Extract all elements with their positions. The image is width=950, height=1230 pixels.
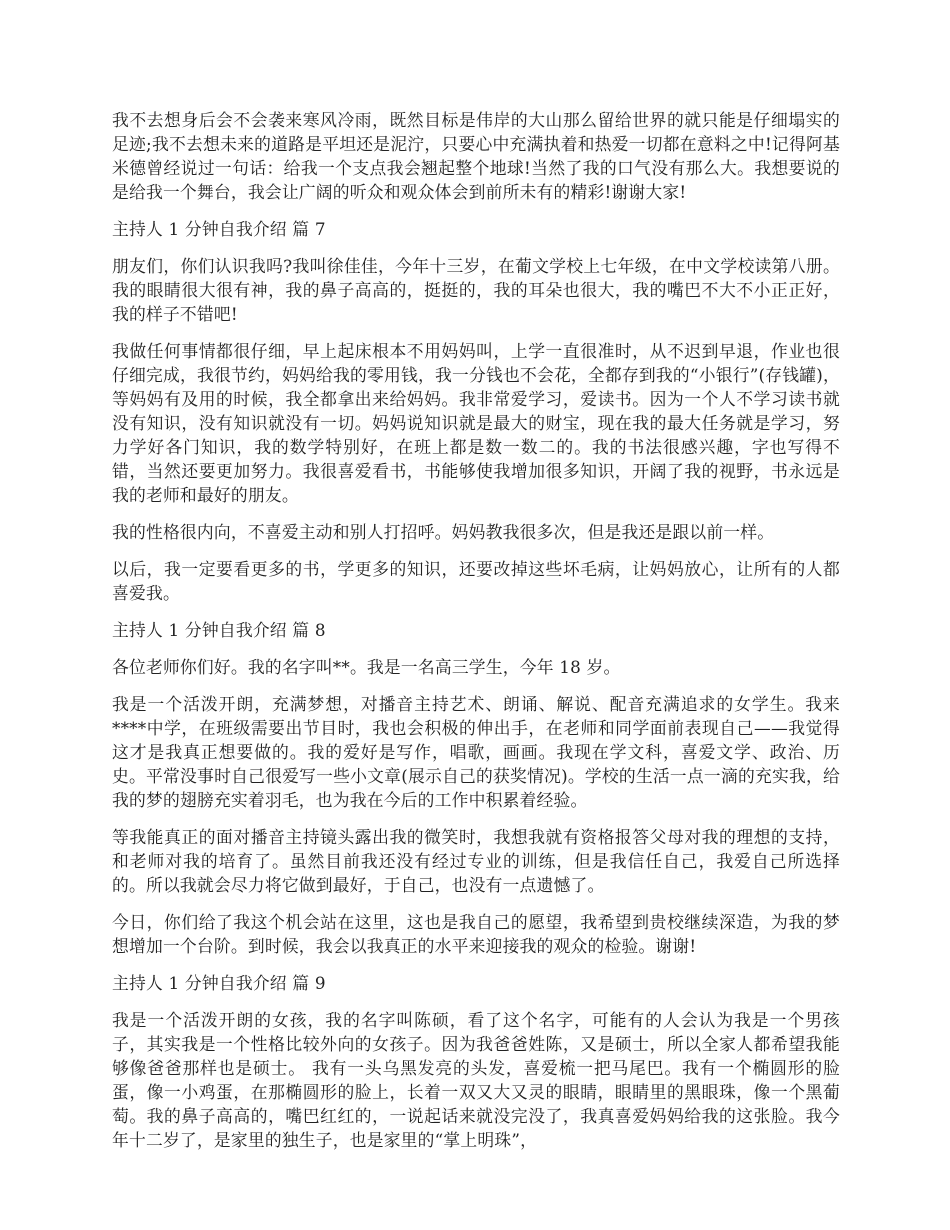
section-heading-7: 主持人 1 分钟自我介绍 篇 7 — [112, 219, 326, 239]
paragraph-closing-remarks: 我不去想身后会不会袭来寒风冷雨，既然目标是伟岸的大山那么留给世界的就只能是仔细塌实的足迹;我不去想未来的道路是平坦还是泥泞，只要心中充满执着和热爱一切都在意料之中!记得阿基米德曾经说过一句话：给我一个支点我会翘起整个地球!当然了我的口气没有那么大。我想要说的是给我一个舞台，我会让广阔的听众和观众体会到前所未有的精彩!谢谢大家! — [112, 110, 840, 202]
paragraph: 我是一个活泼开朗的女孩，我的名字叫陈硕，看了这个名字，可能有的人会认为我是一个男孩子，其实我是一个性格比较外向的女孩子。因为我爸爸姓陈，又是硕士，所以全家人都希望我能够像爸爸那样也是硕士。 我有一头乌黑发亮的头发，喜爱梳一把马尾巴。我有一个椭圆形的脸蛋，像一小鸡蛋，在那椭圆形的脸上，长着一双又大又灵的眼睛，眼睛里的黑眼珠，像一个黑葡萄。我的鼻子高高的，嘴巴红红的，一说起话来就没完没了，我真喜爱妈妈给我的这张脸。我今年十二岁了，是家里的独生子，也是家里的“掌上明珠”， — [112, 1010, 840, 1150]
paragraph: 今日，你们给了我这个机会站在这里，这也是我自己的愿望，我希望到贵校继续深造，为我的梦想增加一个台阶。到时候，我会以我真正的水平来迎接我的观众的检验。谢谢! — [112, 912, 840, 956]
paragraph: 朋友们，你们认识我吗?我叫徐佳佳，今年十三岁，在葡文学校上七年级，在中文学校读第八册。我的眼睛很大很有神，我的鼻子高高的，挺挺的，我的耳朵也很大，我的嘴巴不大不小正正好，我的样子不错吧! — [112, 256, 840, 324]
paragraph: 我做任何事情都很仔细，早上起床根本不用妈妈叫，上学一直很准时，从不迟到早退，作业也很仔细完成，我很节约，妈妈给我的零用钱，我一分钱也不会花，全都存到我的“小银行”(存钱罐)，等妈妈有及用的时候，我全都拿出来给妈妈。我非常爱学习，爱读书。因为一个人不学习读书就没有知识，没有知识就没有一切。妈妈说知识就是最大的财宝，现在我的最大任务就是学习，努力学好各门知识，我的数学特别好，在班上都是数一数二的。我的书法很感兴趣，字也写得不错，当然还要更加努力。我很喜爱看书，书能够使我增加很多知识，开阔了我的视野，书永远是我的老师和最好的朋友。 — [112, 341, 840, 505]
paragraph: 我是一个活泼开朗，充满梦想，对播音主持艺术、朗诵、解说、配音充满追求的女学生。我来****中学，在班级需要出节目时，我也会积极的伸出手，在老师和同学面前表现自己——我觉得这才是我真正想要做的。我的爱好是写作，唱歌，画画。我现在学文科，喜爱文学、政治、历史。平常没事时自己很爱写一些小文章(展示自己的获奖情况)。学校的生活一点一滴的充实我，给我的梦的翅膀充实着羽毛，也为我在今后的工作中积累着经验。 — [112, 694, 840, 810]
section-heading-8: 主持人 1 分钟自我介绍 篇 8 — [112, 620, 326, 640]
section-heading-9: 主持人 1 分钟自我介绍 篇 9 — [112, 973, 326, 993]
paragraph: 等我能真正的面对播音主持镜头露出我的微笑时，我想我就有资格报答父母对我的理想的支持，和老师对我的培育了。虽然目前我还没有经过专业的训练，但是我信任自己，我爱自己所选择的。所以我就会尽力将它做到最好，于自己，也没有一点遗憾了。 — [112, 827, 840, 895]
document-body — [112, 108, 840, 1165]
paragraph: 我的性格很内向，不喜爱主动和别人打招呼。妈妈教我很多次，但是我还是跟以前一样。 — [112, 522, 775, 542]
paragraph: 以后，我一定要看更多的书，学更多的知识，还要改掉这些坏毛病，让妈妈放心，让所有的人都喜爱我。 — [112, 559, 840, 603]
paragraph: 各位老师你们好。我的名字叫**。我是一名高三学生，今年 18 岁。 — [112, 657, 621, 677]
